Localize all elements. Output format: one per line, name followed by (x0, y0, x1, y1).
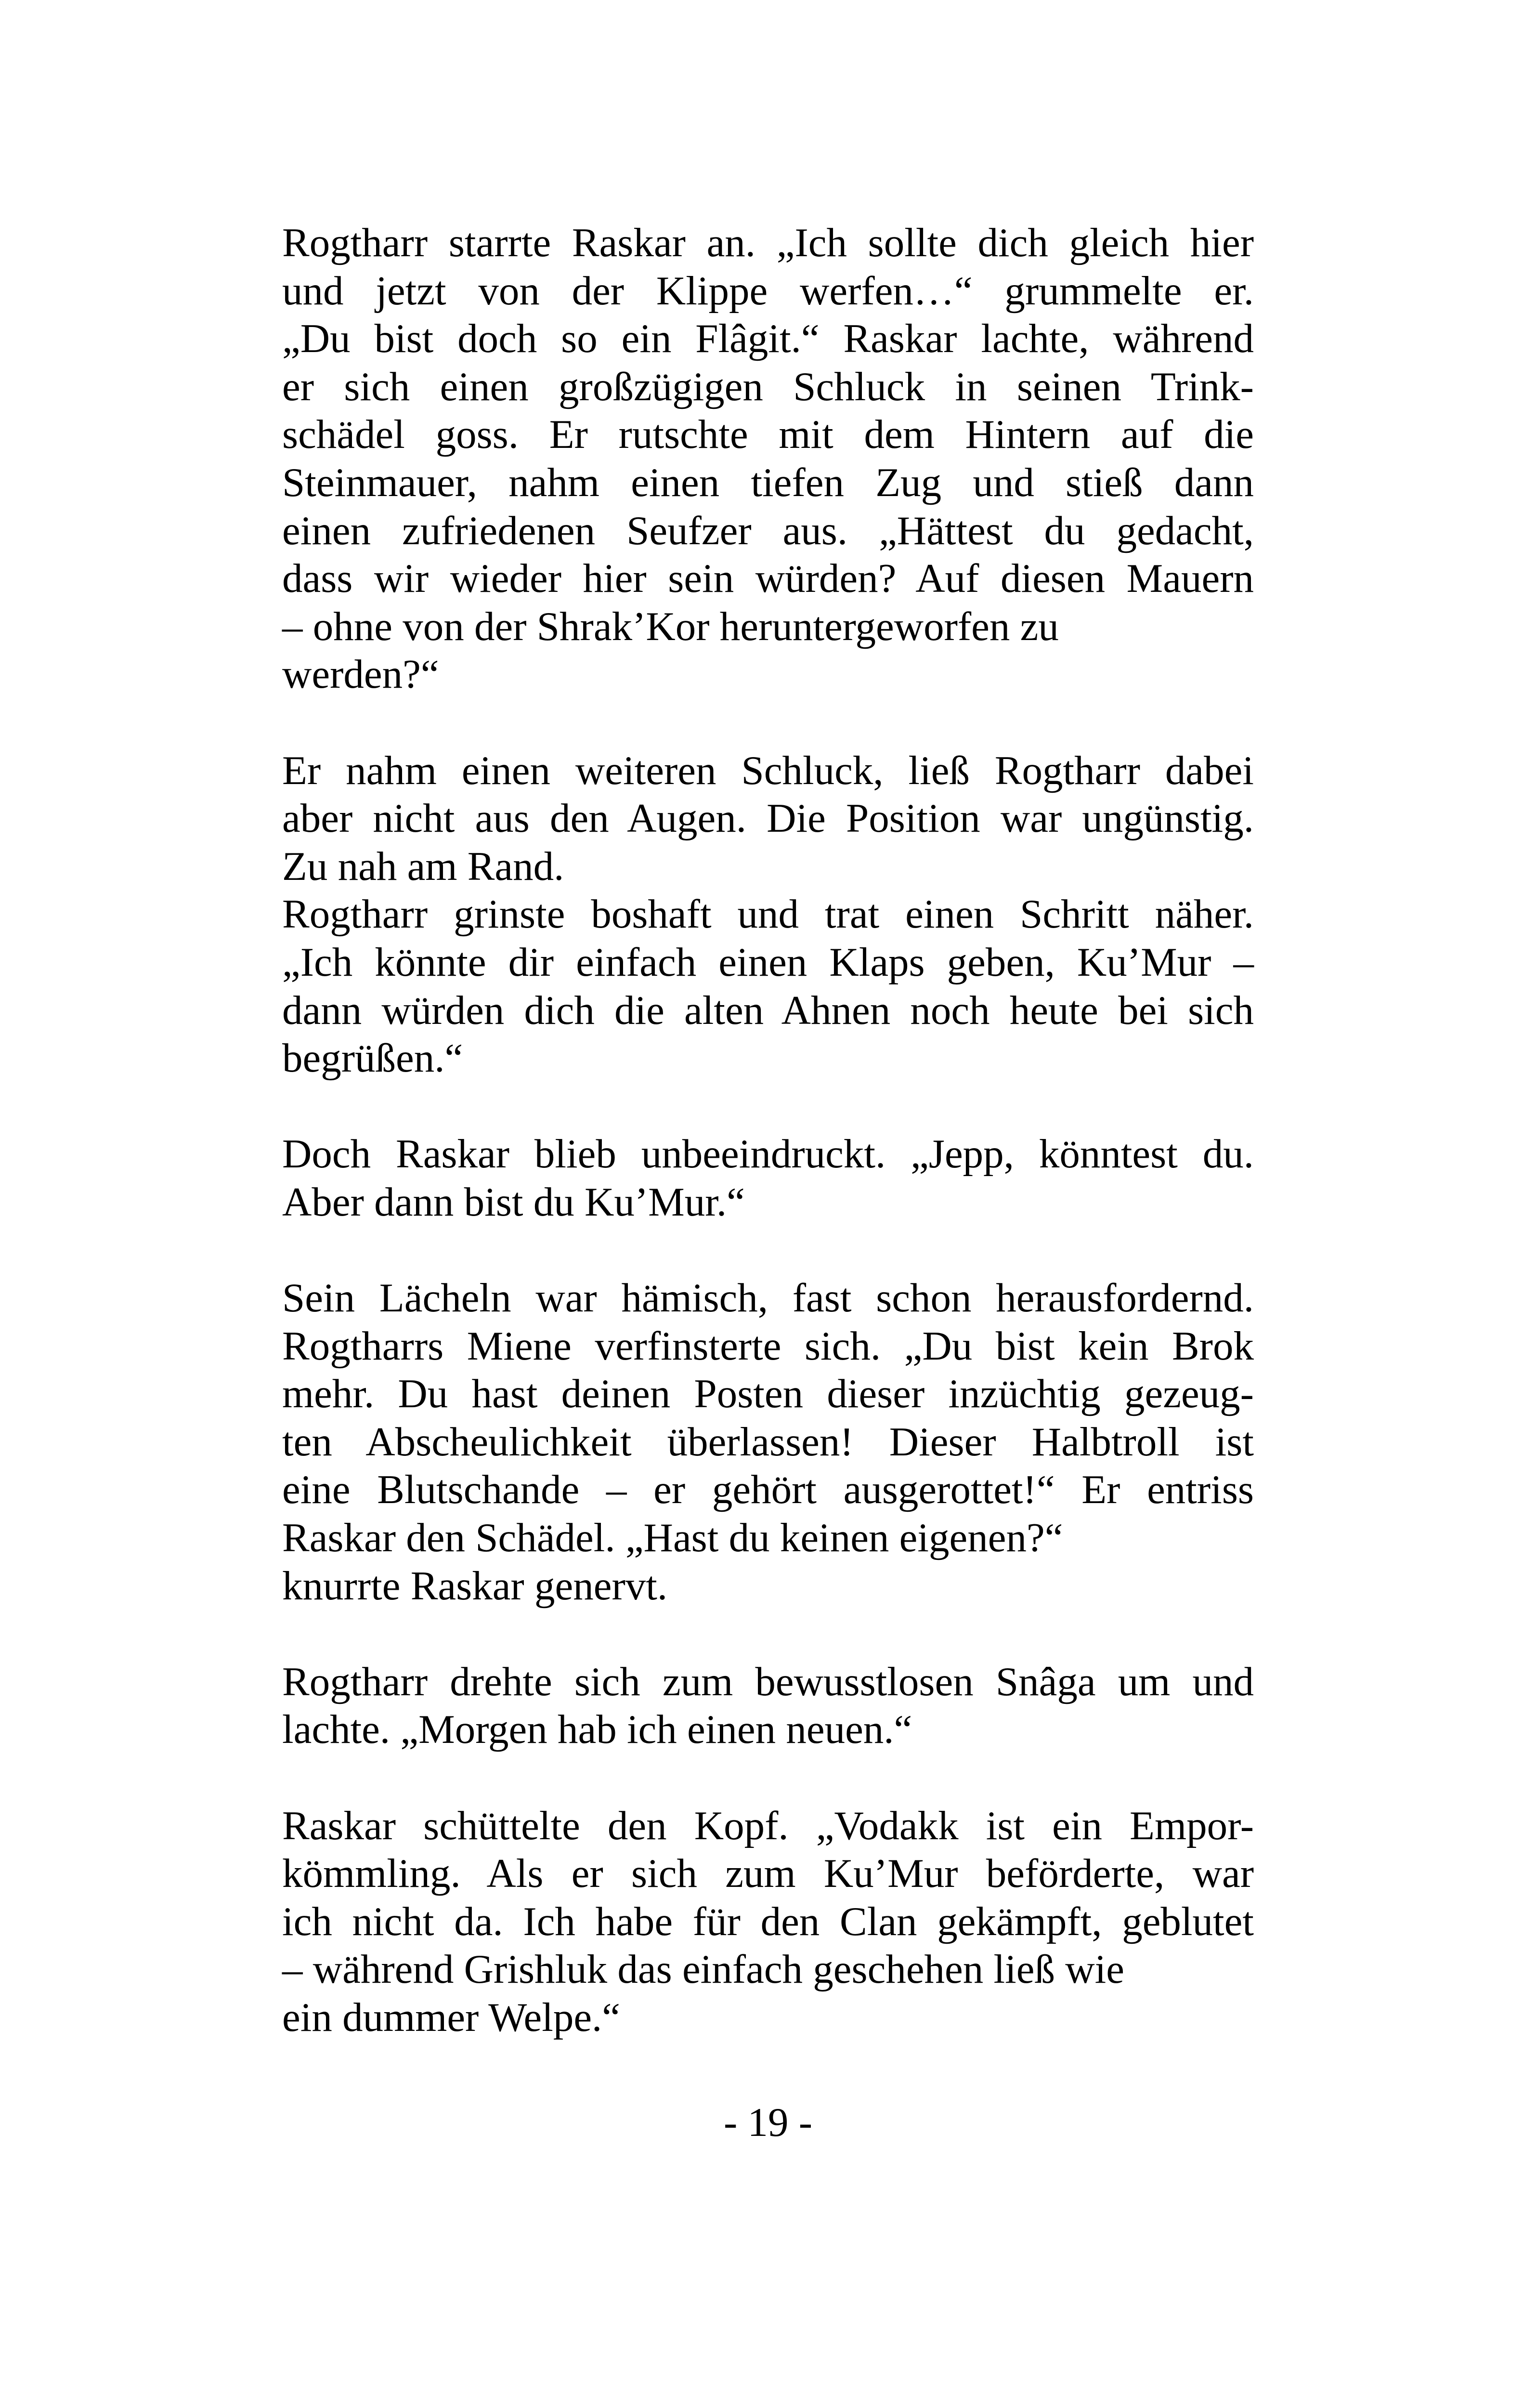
paragraph-2 (282, 747, 1254, 1083)
paragraph-6 (282, 1802, 1254, 2042)
text-line: werden?“ (282, 652, 439, 697)
paragraph-spacer (282, 1083, 1254, 1131)
body-text (282, 219, 1254, 2042)
text-line: Rogtharrs Miene verfinsterte sich. „Du bist kein Brok (282, 1323, 1254, 1369)
text-line: Raskar schüttelte den Kopf. „Vodakk ist ein Empor- (282, 1803, 1254, 1848)
text-line: „Ich könnte dir einfach einen Klaps geben, Ku’Mur – (282, 939, 1254, 985)
text-line: dass wir wieder hier sein würden? Auf diesen Mauern (282, 556, 1254, 602)
paragraph-1 (282, 219, 1254, 699)
paragraph-4 (282, 1274, 1254, 1610)
text-line: Rogtharr grinste boshaft und trat einen Schritt näher. (282, 891, 1254, 937)
text-line: – ohne von der Shrak’Kor heruntergeworfen zu (282, 603, 1059, 649)
text-line: kömmling. Als er sich zum Ku’Mur beförderte, war (282, 1851, 1254, 1897)
text-line: – während Grishluk das einfach geschehen ließ wie (282, 1947, 1124, 1992)
text-line: mehr. Du hast deinen Posten dieser inzüchtig gezeug- (282, 1371, 1254, 1417)
text-line: ich nicht da. Ich habe für den Clan gekämpft, geblutet (282, 1898, 1254, 1944)
text-line: knurrte Raskar genervt. (282, 1563, 668, 1609)
text-line: „Du bist doch so ein Flâgit.“ Raskar lachte, während (282, 316, 1254, 362)
text-line: aber nicht aus den Augen. Die Position war ungünstig. (282, 796, 1254, 841)
text-line: Rogtharr starrte Raskar an. „Ich sollte dich gleich hier (282, 220, 1254, 265)
text-line: Raskar den Schädel. „Hast du keinen eigenen?“ (282, 1515, 1063, 1561)
text-line: einen zufriedenen Seufzer aus. „Hättest du gedacht, (282, 508, 1254, 553)
text-line: Doch Raskar blieb unbeeindruckt. „Jepp, könntest du. (282, 1131, 1254, 1177)
paragraph-spacer (282, 1754, 1254, 1802)
text-line: schädel goss. Er rutschte mit dem Hintern auf die (282, 412, 1254, 458)
paragraph-3 (282, 1130, 1254, 1226)
paragraph-5 (282, 1658, 1254, 1754)
text-line: eine Blutschande – er gehört ausgerottet!“ Er entriss (282, 1467, 1254, 1513)
paragraph-spacer (282, 1226, 1254, 1274)
text-line: Rogtharr drehte sich zum bewusstlosen Snâga um und (282, 1659, 1254, 1704)
text-line: Aber dann bist du Ku’Mur.“ (282, 1179, 745, 1225)
text-line: begrüßen.“ (282, 1035, 463, 1081)
text-line: Steinmauer, nahm einen tiefen Zug und stieß dann (282, 459, 1254, 505)
text-line: Zu nah am Rand. (282, 843, 564, 889)
text-line: Sein Lächeln war hämisch, fast schon herausfordernd. (282, 1275, 1254, 1321)
text-line: Er nahm einen weiteren Schluck, ließ Rogtharr dabei (282, 747, 1254, 793)
text-line: ten Abscheulichkeit überlassen! Dieser Halbtroll ist (282, 1419, 1254, 1465)
text-line: dann würden dich die alten Ahnen noch heute bei sich (282, 987, 1254, 1033)
page-number: - 19 - (723, 2100, 813, 2145)
text-line: er sich einen großzügigen Schluck in seinen Trink- (282, 364, 1254, 409)
paragraph-spacer (282, 699, 1254, 747)
text-line: und jetzt von der Klippe werfen…“ grummelte er. (282, 268, 1254, 314)
text-line: ein dummer Welpe.“ (282, 1994, 621, 2040)
text-line: lachte. „Morgen hab ich einen neuen.“ (282, 1707, 912, 1753)
paragraph-spacer (282, 1610, 1254, 1658)
